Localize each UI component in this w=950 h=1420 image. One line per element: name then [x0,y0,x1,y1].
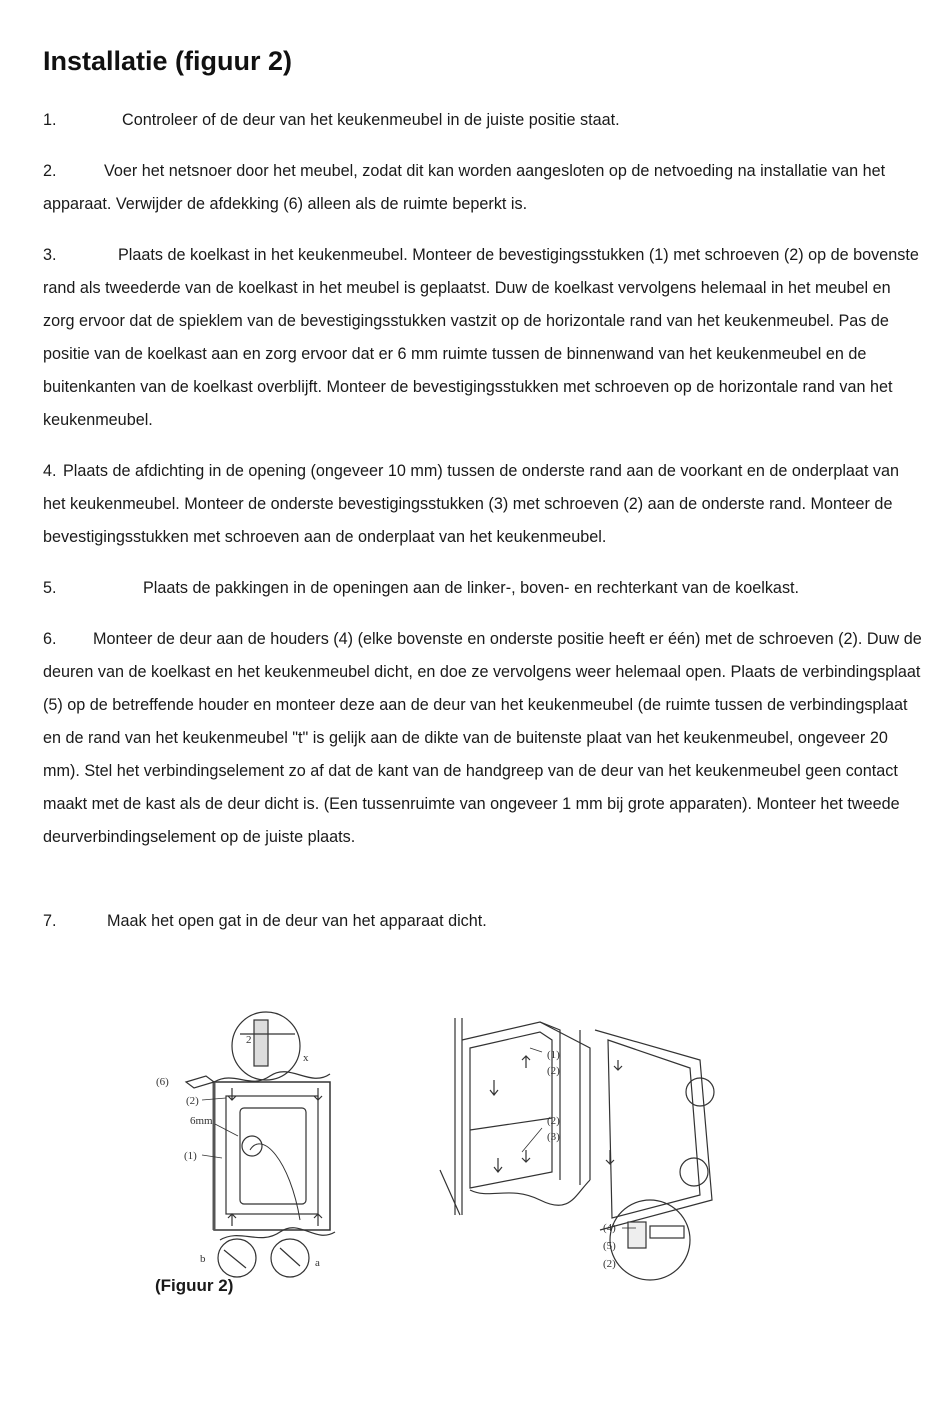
label-a: a [315,1257,320,1269]
label-holder: (4) [603,1222,616,1234]
step-number: 6. [43,630,57,648]
label-gap: 6mm [190,1115,213,1127]
step-text: Controleer of de deur van het keukenmeubel in de juiste positie staat. [122,111,620,129]
label-x: x [303,1052,309,1064]
step-text: Plaats de afdichting in de opening (ongeveer 10 mm) tussen de onderste rand aan de voorkant en de onderplaat van het keukenmeubel. Monteer de onderste bevestigingsstukken (3) met schroeven (2) aan de onderste rand. Monteer de bevestigingsstukken met schroeven aan de onderplaat van het keukenmeubel. [43,462,900,546]
label-screw: (2) [186,1095,199,1107]
label-bracket: (1) [547,1049,560,1061]
step-number: 1. [43,111,57,129]
label-bracket: (1) [184,1150,197,1162]
label-screw: (2) [603,1258,616,1270]
page-title: Installatie (figuur 2) [43,46,293,76]
step-text: Plaats de koelkast in het keukenmeubel. Monteer de bevestigingsstukken (1) met schroeven (2) op de bovenste rand als tweederde van de koelkast in het meubel is geplaatst. Duw de koelkast vervolgens helemaal in het meubel en zorg ervoor dat de spieklem van de bevestigingsstukken vastzit op de horizontale rand van het keukenmeubel. Pas de positie van de koelkast aan en zorg ervoor dat er 6 mm ruimte tussen de binnenwand van het keukenmeubel en de buitenkanten van de koelkast overblijft. Monteer de bevestigingsstukken met schroeven op de horizontale rand van het keukenmeubel. [43,246,919,429]
step-number: 5. [43,579,57,597]
step-number: 2. [43,162,57,180]
step-text: Voer het netsnoer door het meubel, zodat dit kan worden aangesloten op de netvoeding na installatie van het apparaat. Verwijder de afdekking (6) alleen als de ruimte beperkt is. [43,162,886,213]
label-b: b [200,1253,206,1265]
figure-caption: (Figuur 2) [155,1276,234,1295]
label-connecting-plate: (5) [603,1240,616,1252]
label-cover: (6) [156,1076,169,1088]
label-screw-top: 2 [246,1034,252,1046]
figure-left-fridge-front [186,1012,335,1277]
step-number: 3. [43,246,57,264]
label-screw: (2) [547,1115,560,1127]
step-text: Monteer de deur aan de houders (4) (elke bovenste en onderste positie heeft er één) met de schroeven (2). Duw de deuren van de koelkast en het keukenmeubel dicht, en doe ze vervolgens weer helemaal open. Plaats de verbindingsplaat (5) op de betreffende houder en monteer deze aan de deur van het keukenmeubel (de ruimte tussen de verbindingsplaat en de rand van het keukenmeubel "t" is gelijk aan de dikte van de buitenste plaat van het keukenmeubel, ongeveer 20 mm). Stel het verbindingselement zo af dat de kant van de handgreep van de deur van het keukenmeubel geen contact maakt met de kast als de deur dicht is. (Een tussenruimte van ongeveer 1 mm bij grote apparaten). Monteer het tweede deurverbindingselement op de juiste plaats. [43,630,922,846]
step-number: 7. [43,912,57,930]
figure-right-fridge-door [440,1018,714,1280]
step-number: 4. [43,462,57,480]
label-bottom-bracket: (3) [547,1131,560,1143]
step-text: Plaats de pakkingen in de openingen aan de linker-, boven- en rechterkant van de koelkast. [143,579,800,597]
label-screw: (2) [547,1065,560,1077]
step-text: Maak het open gat in de deur van het apparaat dicht. [107,912,487,930]
